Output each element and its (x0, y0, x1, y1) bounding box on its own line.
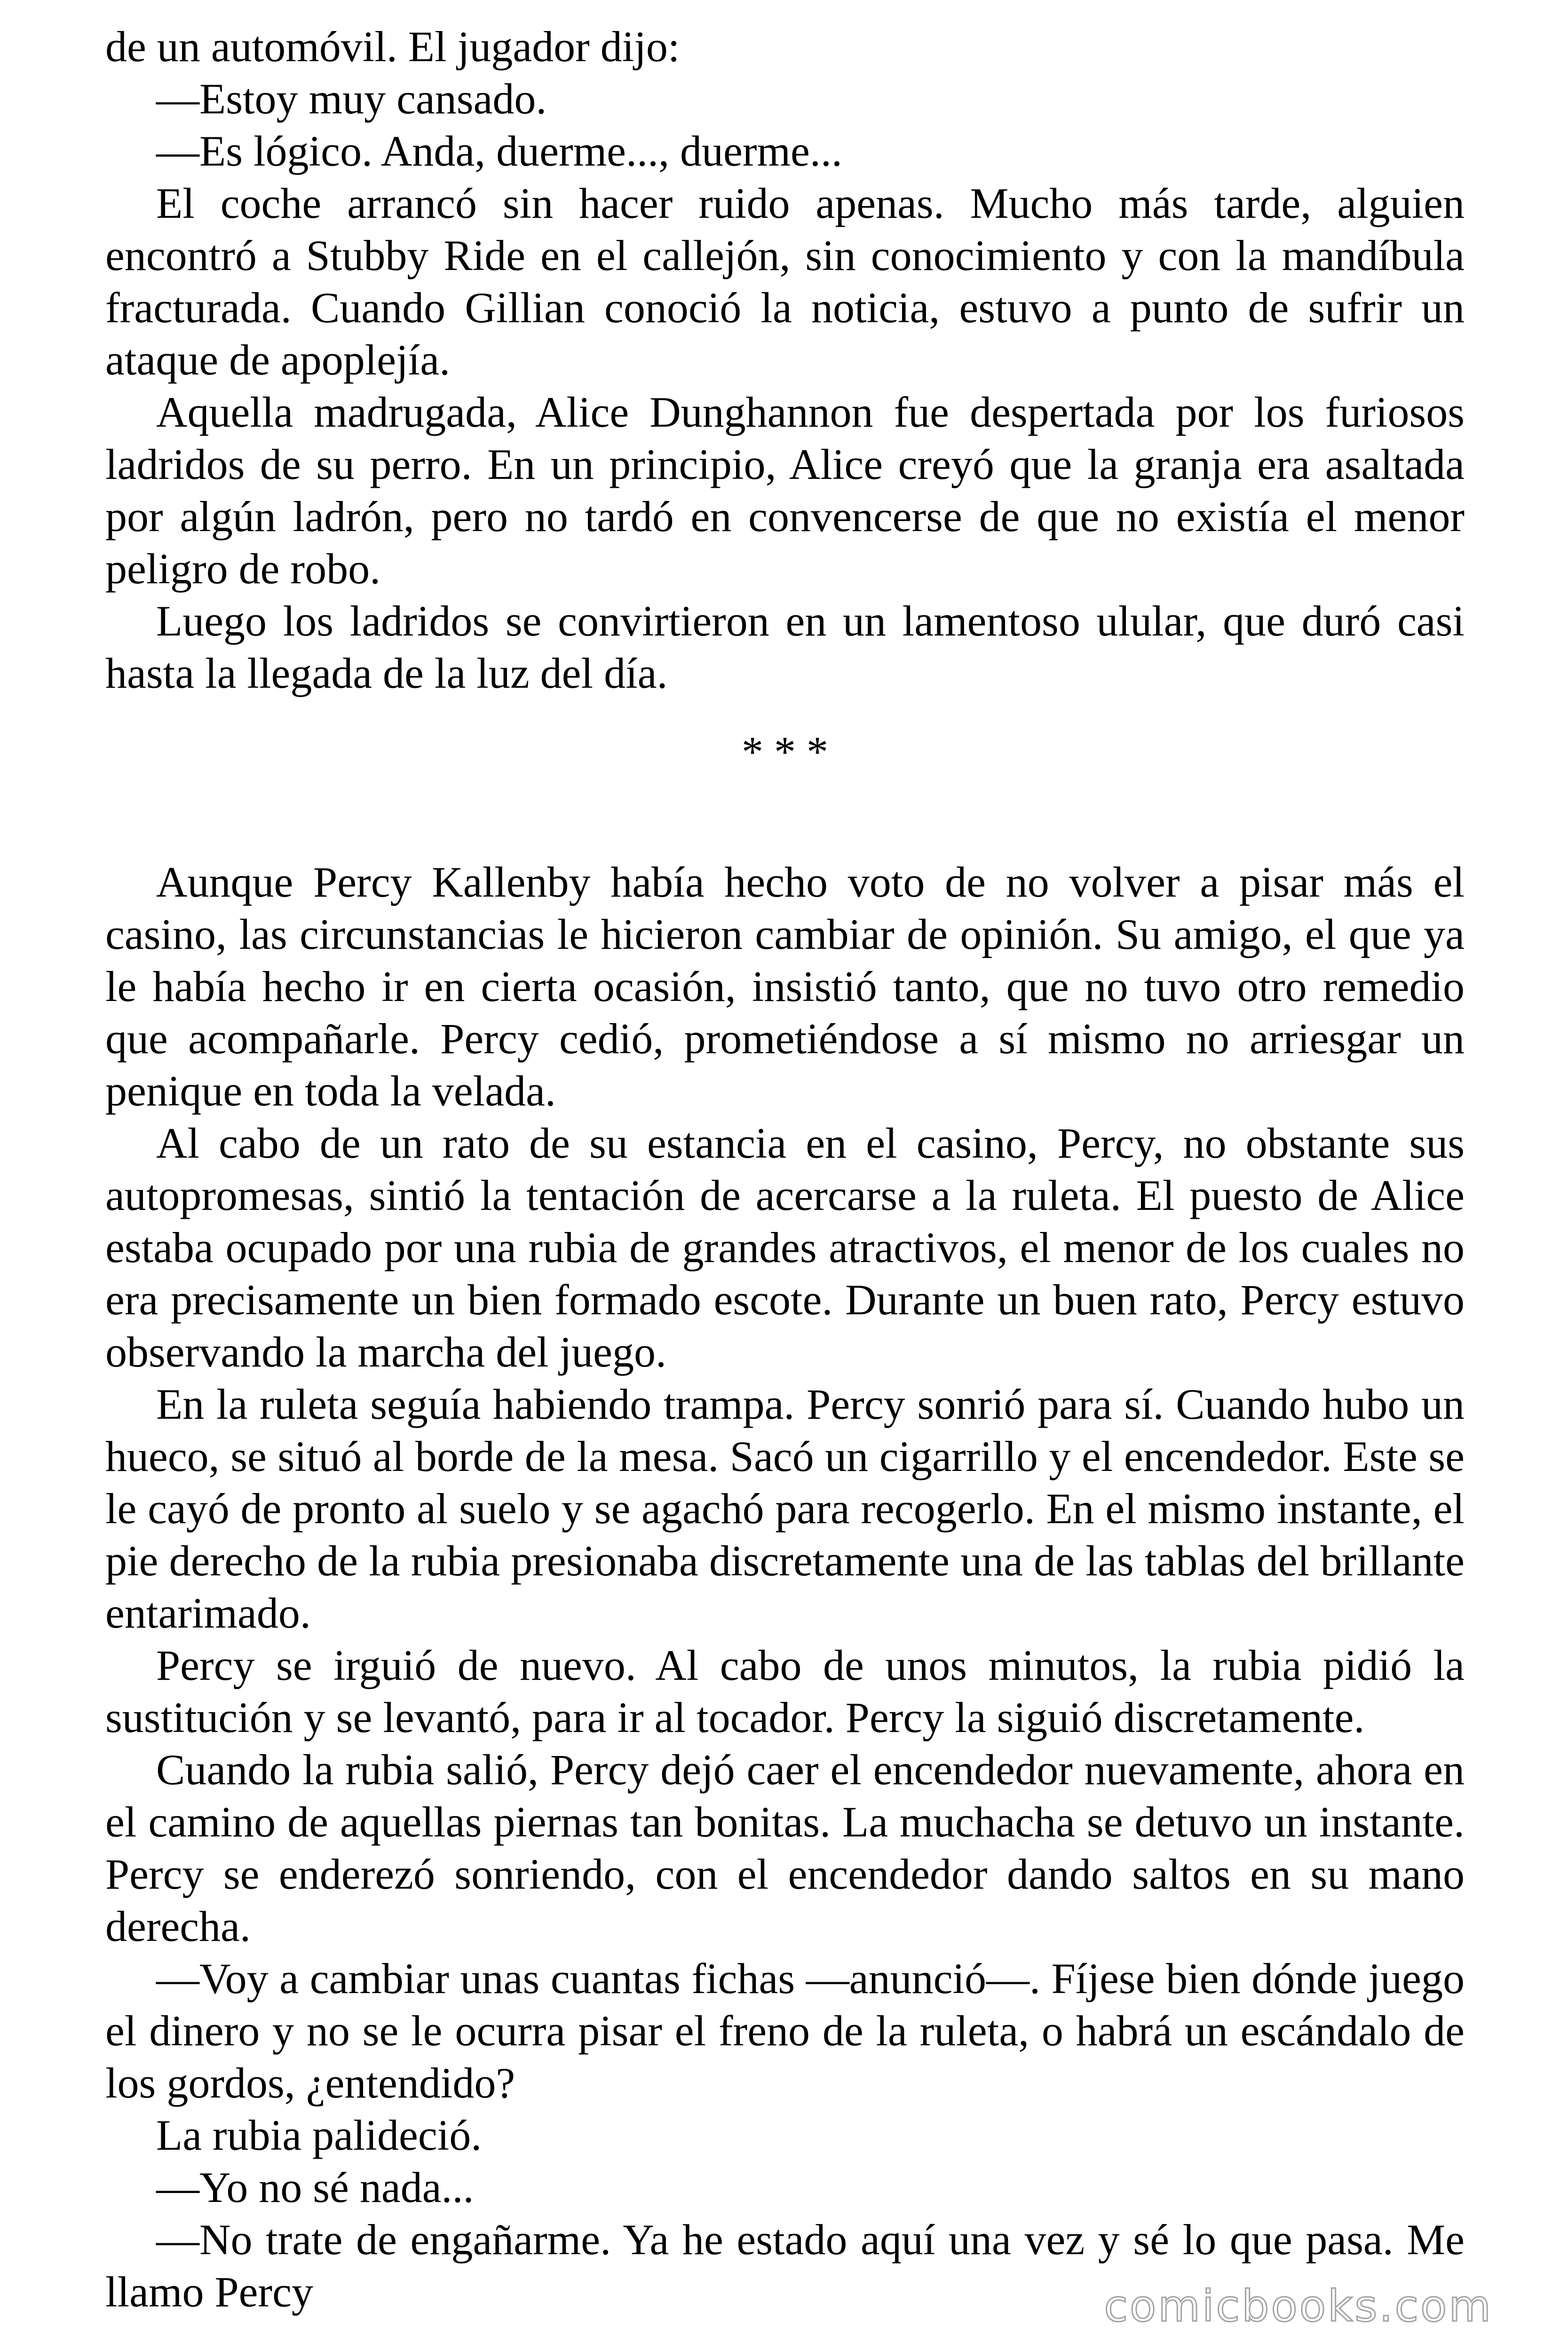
dialogue-line: —Estoy muy cansado. (156, 75, 547, 123)
paragraph-continuation: de un automóvil. El jugador dijo: (105, 23, 680, 71)
paragraph: Al cabo de un rato de su estancia en el casino, Percy, no obstante sus autopromesas, sintió la tentación de acercarse a la ruleta. El puesto de Alice estaba ocupado por una rubia de grandes atractivos, el menor de los cuales no era precisamente un bien formado escote. Durante un buen rato, Percy estuvo observando la marcha del juego. (105, 1119, 1465, 1376)
book-page (105, 21, 1465, 2318)
dialogue-line: —Yo no sé nada... (156, 2163, 474, 2211)
paragraph: La rubia palideció. (156, 2111, 482, 2159)
paragraph: En la ruleta seguía habiendo trampa. Percy sonrió para sí. Cuando hubo un hueco, se situó al borde de la mesa. Sacó un cigarrillo y el encendedor. Este se le cayó de pronto al suelo y se agachó para recogerlo. En el mismo instante, el pie derecho de la rubia presionaba discretamente una de las tablas del brillante entarimado. (105, 1380, 1465, 1637)
paragraph: Percy se irguió de nuevo. Al cabo de unos minutos, la rubia pidió la sustitución y se levantó, para ir al tocador. Percy la siguió discretamente. (105, 1641, 1465, 1741)
watermark-text: comicbooks.com (1104, 2281, 1493, 2331)
dialogue-line: —Es lógico. Anda, duerme..., duerme... (156, 127, 842, 175)
paragraph: Aunque Percy Kallenby había hecho voto de no volver a pisar más el casino, las circunstancias le hicieron cambiar de opinión. Su amigo, el que ya le había hecho ir en cierta ocasión, insistió tanto, que no tuvo otro remedio que acompañarle. Percy cedió, prometiéndose a sí mismo no arriesgar un penique en toda la velada. (105, 858, 1465, 1115)
paragraph: Cuando la rubia salió, Percy dejó caer el encendedor nuevamente, ahora en el camino de aquellas piernas tan bonitas. La muchacha se detuvo un instante. Percy se enderezó sonriendo, con el encendedor dando saltos en su mano derecha. (105, 1746, 1465, 1950)
paragraph: El coche arrancó sin hacer ruido apenas. Mucho más tarde, alguien encontró a Stubby Ride en el callejón, sin conocimiento y con la mandíbula fracturada. Cuando Gillian conoció la noticia, estuvo a punto de sufrir un ataque de apoplejía. (105, 179, 1465, 384)
dialogue-line: —No trate de engañarme. Ya he estado aquí una vez y sé lo que pasa. Me llamo Percy (105, 2216, 1465, 2316)
paragraph: Luego los ladridos se convirtieron en un lamentoso ulular, que duró casi hasta la llegada de la luz del día. (105, 597, 1465, 697)
section-separator: * * * (742, 728, 828, 776)
dialogue-line: —Voy a cambiar unas cuantas fichas —anunció—. Fíjese bien dónde juego el dinero y no se le ocurra pisar el freno de la ruleta, o habrá un escándalo de los gordos, ¿entendido? (105, 1955, 1465, 2107)
paragraph: Aquella madrugada, Alice Dunghannon fue despertada por los furiosos ladridos de su perro. En un principio, Alice creyó que la granja era asaltada por algún ladrón, pero no tardó en convencerse de que no existía el menor peligro de robo. (105, 388, 1465, 593)
